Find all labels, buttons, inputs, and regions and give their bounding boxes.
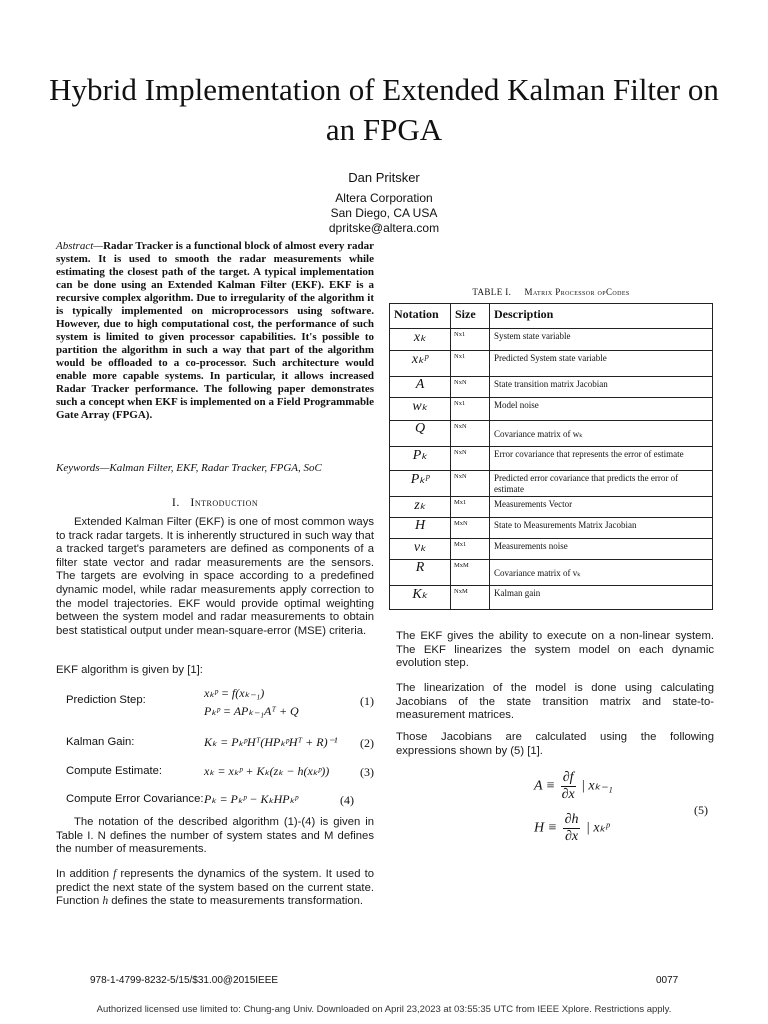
description-cell: State to Measurements Matrix Jacobian (490, 518, 713, 539)
description-cell: Covariance matrix of wₖ (490, 421, 713, 447)
table-header: Size (451, 304, 490, 329)
intro-paragraph-3: The notation of the described algorithm (1)-(4) is given in Table I. N defines the number of system states and M defines the number of measurements. (56, 816, 374, 856)
table-row (390, 560, 713, 586)
notation-cell: Pₖᵖ (390, 471, 451, 497)
section-title: Introduction (190, 495, 259, 509)
table-row (390, 447, 713, 471)
function-symbol: h (102, 895, 109, 908)
function-symbol: f (113, 868, 117, 880)
paragraph-text: defines the state to measurements transformation. (108, 895, 364, 908)
notation-cell: Q (390, 421, 451, 447)
equation-label: Compute Estimate: (66, 765, 163, 777)
paper-title: Hybrid Implementation of Extended Kalman Filter on an FPGA (49, 72, 719, 147)
paragraph-text: represents the dynamics of the system. It used to predict the next state of the system based on the current state. Function (56, 868, 374, 908)
equation-math: Kₖ = PₖᵖHᵀ(HPₖᵖHᵀ + R)⁻¹ (204, 735, 338, 749)
intro-paragraph-2: EKF algorithm is given by [1]: (56, 664, 203, 676)
table-row (390, 471, 713, 497)
equation-number: (1) (360, 694, 374, 708)
jacobian-eval: | xₖ₋₁ (581, 778, 613, 794)
equation-math: Pₖᵖ = APₖ₋₁Aᵀ + Q (204, 704, 299, 718)
notation-cell: R (390, 560, 451, 586)
notation-cell: Pₖ (390, 447, 451, 471)
notation-cell: wₖ (390, 398, 451, 421)
keywords: Keywords—Kalman Filter, EKF, Radar Tracker, FPGA, SoC (56, 462, 322, 474)
jacobian-h (534, 812, 609, 845)
equation-math: Pₖ = Pₖᵖ − KₖHPₖᵖ (204, 792, 299, 806)
notation-cell: zₖ (390, 497, 451, 518)
jacobian-lhs: H ≡ (534, 820, 558, 836)
table-header: Description (490, 304, 713, 329)
description-cell: Measurements Vector (490, 497, 713, 518)
right-paragraph-2: The linearization of the model is done using calculating Jacobians of the state transition matrix and state-to-measurement matrices. (396, 682, 714, 722)
section-number: I. (171, 495, 180, 509)
size-cell: MxM (451, 560, 490, 586)
equation-math: xₖ = xₖᵖ + Kₖ(zₖ − h(xₖᵖ)) (204, 764, 330, 778)
table-number: TABLE I. (472, 287, 512, 297)
equation-math: xₖᵖ = f(xₖ₋₁) (204, 686, 265, 700)
size-cell: Nx1 (451, 329, 490, 351)
size-cell: Mx1 (451, 497, 490, 518)
equation-1 (66, 686, 374, 726)
jacobian-eval: | xₖᵖ (585, 820, 610, 836)
table-row (390, 329, 713, 351)
equation-label: Kalman Gain: (66, 736, 135, 748)
table-row (390, 351, 713, 377)
table-row (390, 497, 713, 518)
table-caption (390, 287, 712, 297)
size-cell: NxN (451, 447, 490, 471)
equation-3 (66, 765, 374, 783)
equation-label: Compute Error Covariance: (66, 793, 204, 805)
right-paragraph-3: Those Jacobians are calculated using the following expressions shown by (5) [1]. (396, 731, 714, 757)
table-title: Matrix Processor opCodes (524, 287, 630, 297)
author-location: San Diego, CA USA (330, 206, 438, 220)
footer-isbn: 978-1-4799-8232-5/15/$31.00@2015IEEE (90, 975, 279, 986)
description-cell: System state variable (490, 329, 713, 351)
equation-number: (2) (360, 736, 374, 750)
table-row (390, 421, 713, 447)
fraction (563, 812, 581, 845)
author-block (234, 170, 534, 236)
size-cell: NxN (451, 377, 490, 398)
description-cell: Predicted System state variable (490, 351, 713, 377)
fraction-denominator: ∂x (564, 829, 579, 844)
intro-paragraph-4 (56, 868, 374, 909)
notation-cell: H (390, 518, 451, 539)
fraction (561, 770, 576, 803)
size-cell: NxN (451, 421, 490, 447)
right-paragraph-1: The EKF gives the ability to execute on a non-linear system. The EKF linearizes the system model on each dynamic evolution step. (396, 630, 714, 670)
notation-cell: Kₖ (390, 586, 451, 610)
equation-number: (3) (360, 765, 374, 779)
equation-number: (5) (694, 803, 708, 817)
table-row (390, 539, 713, 560)
abstract-text: Radar Tracker is a functional block of almost every radar system. It is used to smooth the radar measurements while estimating the closest path of the target. A typical implementation can be done using an Extended Kalman Filter (EKF). EKF is a recursive complex algorithm. Due to irregularity of the algorithm it is typically implemented on microprocessors using software. However, due to high computational cost, the performance of such system is limited to given processor capabilities. It's possible to partition the algorithm in such a way that part of the algorithm would be offloaded to a co-processor. Such architecture would enable more capable systems. In particular, it allows increased Radar Tracker performance. The following paper demonstrates such a concept when EKF is implemented on a Field Programmable Gate Array (FPGA). (56, 240, 374, 421)
table-row (390, 586, 713, 610)
fraction-denominator: ∂x (561, 787, 575, 802)
author-email[interactable]: dpritske@altera.com (328, 221, 440, 235)
notation-table (389, 303, 713, 610)
table-header: Notation (390, 304, 451, 329)
footer-page-number: 0077 (656, 975, 679, 986)
description-cell: Predicted error covariance that predicts the error of estimate (490, 471, 713, 497)
jacobian-a (534, 770, 613, 803)
notation-cell: xₖ (390, 329, 451, 351)
table-header-row (390, 304, 713, 329)
paragraph-text: In addition (56, 868, 114, 880)
section-heading (56, 495, 374, 510)
description-cell: Measurements noise (490, 539, 713, 560)
author-affiliation: Altera Corporation (335, 191, 433, 205)
table-row (390, 377, 713, 398)
notation-cell: vₖ (390, 539, 451, 560)
abstract (56, 240, 374, 422)
table-row (390, 398, 713, 421)
description-cell: Kalman gain (490, 586, 713, 610)
table-row (390, 518, 713, 539)
license-notice: Authorized licensed use limited to: Chung-ang Univ. Downloaded on April 23,2023 at 03:55:35 UTC from IEEE Xplore. Restrictions apply. (96, 1004, 672, 1015)
notation-cell: A (390, 377, 451, 398)
description-cell: Error covariance that represents the error of estimate (490, 447, 713, 471)
abstract-lead: Abstract— (56, 240, 104, 252)
notation-cell: xₖᵖ (390, 351, 451, 377)
fraction-numerator: ∂h (564, 812, 579, 827)
description-cell: State transition matrix Jacobian (490, 377, 713, 398)
equation-number: (4) (340, 793, 354, 807)
size-cell: Nx1 (451, 351, 490, 377)
equation-label: Prediction Step: (66, 694, 146, 706)
size-cell: NxN (451, 471, 490, 497)
size-cell: Mx1 (451, 539, 490, 560)
author-name: Dan Pritsker (348, 170, 420, 185)
jacobian-lhs: A ≡ (534, 778, 556, 794)
size-cell: MxN (451, 518, 490, 539)
size-cell: Nx1 (451, 398, 490, 421)
description-cell: Model noise (490, 398, 713, 421)
equation-2 (66, 736, 374, 754)
description-cell: Covariance matrix of vₖ (490, 560, 713, 586)
equation-4 (66, 793, 374, 811)
intro-paragraph-1: Extended Kalman Filter (EKF) is one of most common ways to track radar targets. It is inherently structured in such way that a tracked target's parameters are defined as components of a filter state vector and radar measurements are the sensors. The targets are evolving in space according to a predefined dynamic model, while radar measurements apply correction to the model trajectories. EKF would provide optimal weighting between the system model and radar measurements to obtain best statistical output under mean-square-error (MSE) criteria. (56, 516, 374, 637)
fraction-numerator: ∂f (562, 770, 574, 785)
size-cell: NxM (451, 586, 490, 610)
